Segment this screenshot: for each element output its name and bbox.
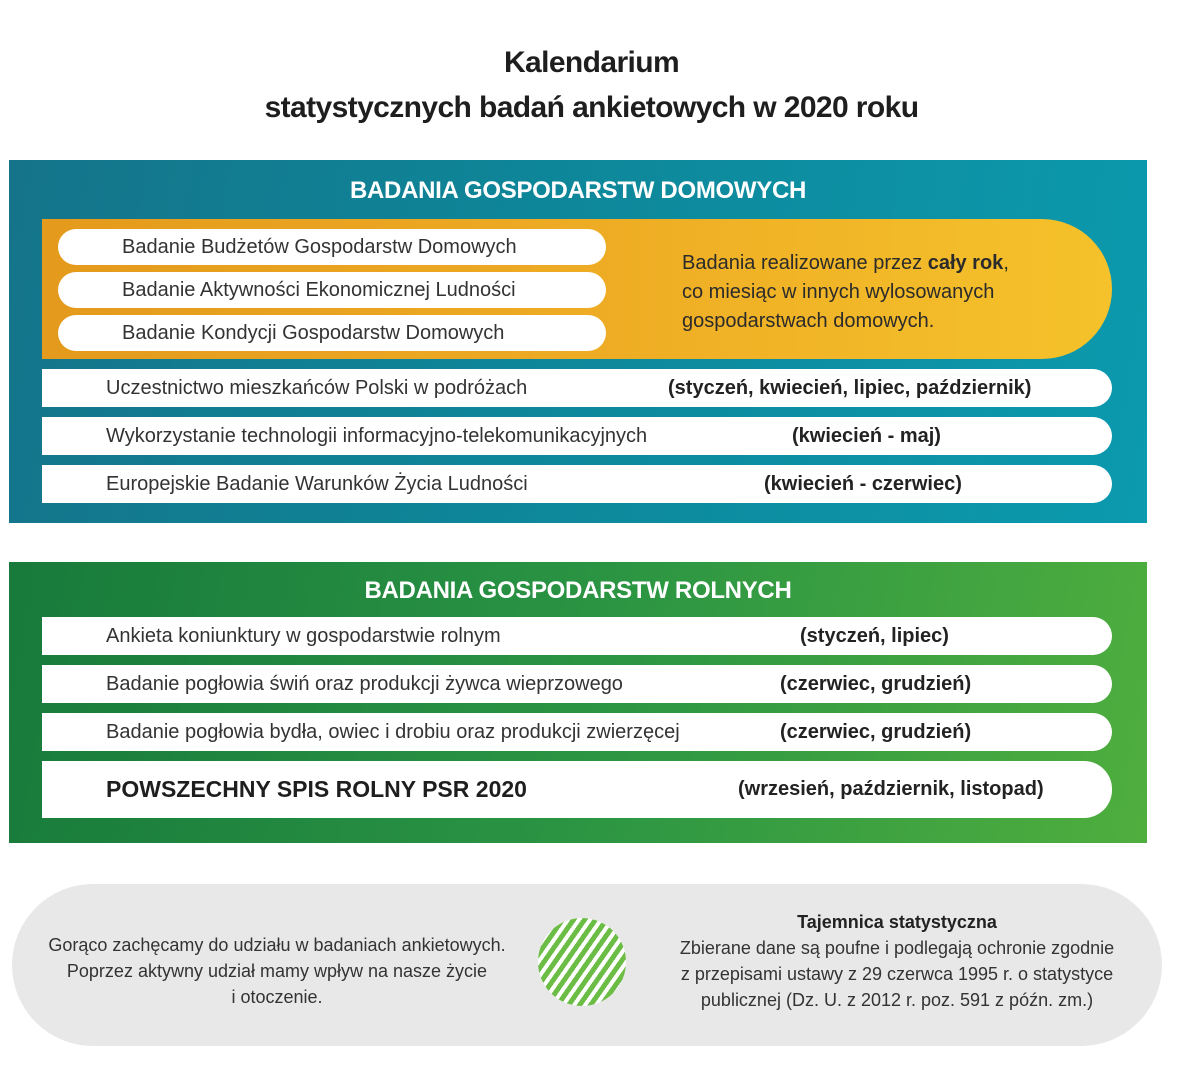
- footer-left-line: Gorąco zachęcamy do udziału w badaniach ankietowych.: [48, 935, 506, 955]
- gus-logo-icon: [538, 918, 626, 1006]
- survey-period: (czerwiec, grudzień): [780, 673, 972, 695]
- survey-period: (kwiecień - czerwiec): [764, 473, 962, 495]
- footer-left-line: Poprzez aktywny udział mamy wpływ na nasze życie: [66, 961, 488, 981]
- households-panel: [9, 160, 1147, 523]
- footer-right-line: z przepisami ustawy z 29 czerwca 1995 r. o statystyce: [680, 964, 1114, 984]
- page-title-line-1: Kalendarium: [503, 46, 680, 79]
- census-name: POWSZECHNY SPIS ROLNY PSR 2020: [106, 776, 527, 802]
- farm-survey-row: [42, 713, 1112, 751]
- footer-right-line: Zbierane dane są poufne i podlegają ochronie zgodnie: [679, 938, 1115, 958]
- households-heading: BADANIA GOSPODARSTW DOMOWYCH: [349, 177, 807, 204]
- footer-band: [12, 884, 1162, 1046]
- yearly-note: [682, 249, 1102, 336]
- farms-heading: BADANIA GOSPODARSTW ROLNYCH: [364, 577, 792, 604]
- yearly-surveys-band: [42, 219, 1112, 359]
- survey-period: (wrzesień, październik, listopad): [738, 778, 1044, 800]
- survey-period: (styczeń, kwiecień, lipiec, październik): [668, 377, 1032, 399]
- farms-panel: [9, 562, 1147, 843]
- survey-period: (styczeń, lipiec): [800, 625, 949, 647]
- survey-period: (kwiecień - maj): [792, 425, 941, 447]
- survey-name: Wykorzystanie technologii informacyjno-telekomunikacyjnych: [106, 425, 648, 447]
- household-survey-row: [42, 369, 1112, 407]
- yearly-note-after: ,: [1003, 252, 1009, 274]
- yearly-note-line-3: gospodarstwach domowych.: [682, 310, 935, 332]
- yearly-note-before: Badania realizowane przez: [682, 252, 928, 274]
- footer-confidentiality: [652, 909, 1142, 1013]
- footer-left-line: i otoczenie.: [231, 987, 323, 1007]
- yearly-note-line-2: co miesiąc w innych wylosowanych: [682, 281, 995, 303]
- footer-encouragement: [22, 932, 532, 1010]
- survey-period: (czerwiec, grudzień): [780, 721, 972, 743]
- farm-survey-row: [42, 617, 1112, 655]
- footer-right-title: Tajemnica statystyczna: [797, 912, 997, 932]
- yearly-note-bold: cały rok: [927, 252, 1004, 274]
- page-title: [0, 40, 1183, 130]
- survey-name: Europejskie Badanie Warunków Życia Ludności: [106, 473, 528, 495]
- page-title-line-2: statystycznych badań ankietowych w 2020 roku: [264, 91, 919, 124]
- footer-right-line: publicznej (Dz. U. z 2012 r. poz. 591 z późn. zm.): [700, 990, 1094, 1010]
- survey-name: Badanie pogłowia świń oraz produkcji żywca wieprzowego: [106, 673, 623, 695]
- survey-name: Ankieta koniunktury w gospodarstwie rolnym: [106, 625, 501, 647]
- farm-survey-row: [42, 665, 1112, 703]
- survey-name: Badanie pogłowia bydła, owiec i drobiu oraz produkcji zwierzęcej: [106, 721, 680, 743]
- survey-name: Uczestnictwo mieszkańców Polski w podróżach: [106, 377, 528, 399]
- farm-survey-row-census: [42, 761, 1112, 818]
- yearly-survey-item: Badanie Kondycji Gospodarstw Domowych: [58, 315, 606, 351]
- yearly-survey-item: Badanie Budżetów Gospodarstw Domowych: [58, 229, 606, 265]
- yearly-survey-item: Badanie Aktywności Ekonomicznej Ludności: [58, 272, 606, 308]
- household-survey-row: [42, 465, 1112, 503]
- household-survey-row: [42, 417, 1112, 455]
